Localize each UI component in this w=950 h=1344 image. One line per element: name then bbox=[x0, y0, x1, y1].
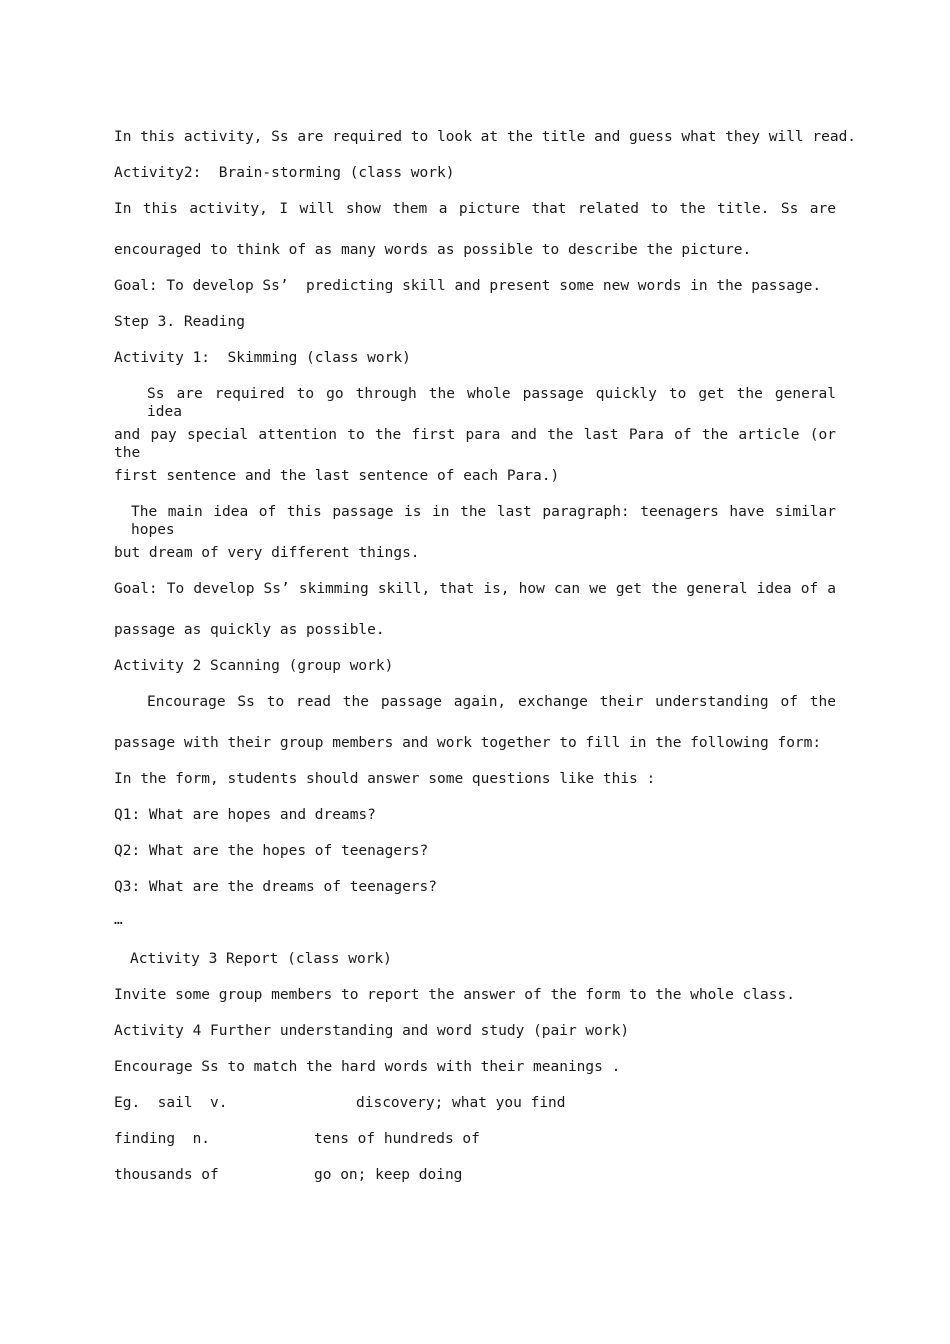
activity-heading: Activity2: Brain-storming (class work) bbox=[114, 165, 455, 181]
match-meaning: go on; keep doing bbox=[314, 1167, 463, 1183]
text-line: In this activity, I will show them a picture that related to the title. Ss are bbox=[114, 201, 836, 217]
text-line: passage with their group members and work together to fill in the following form: bbox=[114, 735, 822, 751]
question-line: Q1: What are hopes and dreams? bbox=[114, 807, 376, 823]
text-line: The main idea of this passage is in the last paragraph: teenagers have similar hopes bbox=[131, 504, 836, 538]
text-line: encouraged to think of as many words as possible to describe the picture. bbox=[114, 242, 752, 258]
text-line: In this activity, Ss are required to look at the title and guess what they will read. bbox=[114, 129, 857, 145]
text-line: Ss are required to go through the whole passage quickly to get the general idea bbox=[147, 386, 836, 420]
match-meaning: tens of hundreds of bbox=[314, 1131, 480, 1147]
text-line: passage as quickly as possible. bbox=[114, 622, 385, 638]
question-line: Q2: What are the hopes of teenagers? bbox=[114, 843, 429, 859]
text-line: Encourage Ss to match the hard words with their meanings . bbox=[114, 1059, 621, 1075]
text-line: In the form, students should answer some questions like this : bbox=[114, 771, 656, 787]
activity-heading: Activity 3 Report (class work) bbox=[130, 951, 392, 967]
text-line: and pay special attention to the first para and the last Para of the article (or the bbox=[114, 427, 836, 461]
goal-line: Goal: To develop Ss’ predicting skill and present some new words in the passage. bbox=[114, 278, 822, 294]
step-heading: Step 3. Reading bbox=[114, 314, 245, 330]
question-line: Q3: What are the dreams of teenagers? bbox=[114, 879, 438, 895]
text-line: but dream of very different things. bbox=[114, 545, 420, 561]
match-term: finding n. bbox=[114, 1131, 211, 1147]
activity-heading: Activity 4 Further understanding and word study (pair work) bbox=[114, 1023, 630, 1039]
match-term: Eg. sail v. bbox=[114, 1095, 228, 1111]
text-line: Invite some group members to report the answer of the form to the whole class. bbox=[114, 987, 795, 1003]
activity-heading: Activity 2 Scanning (group work) bbox=[114, 658, 394, 674]
goal-line: Goal: To develop Ss’ skimming skill, that is, how can we get the general idea of a bbox=[114, 581, 836, 597]
text-line: Encourage Ss to read the passage again, exchange their understanding of the bbox=[147, 694, 836, 710]
text-line: first sentence and the last sentence of each Para.) bbox=[114, 468, 560, 484]
match-meaning: discovery; what you find bbox=[356, 1095, 566, 1111]
activity-heading: Activity 1: Skimming (class work) bbox=[114, 350, 411, 366]
ellipsis: … bbox=[114, 912, 123, 928]
match-term: thousands of bbox=[114, 1167, 219, 1183]
